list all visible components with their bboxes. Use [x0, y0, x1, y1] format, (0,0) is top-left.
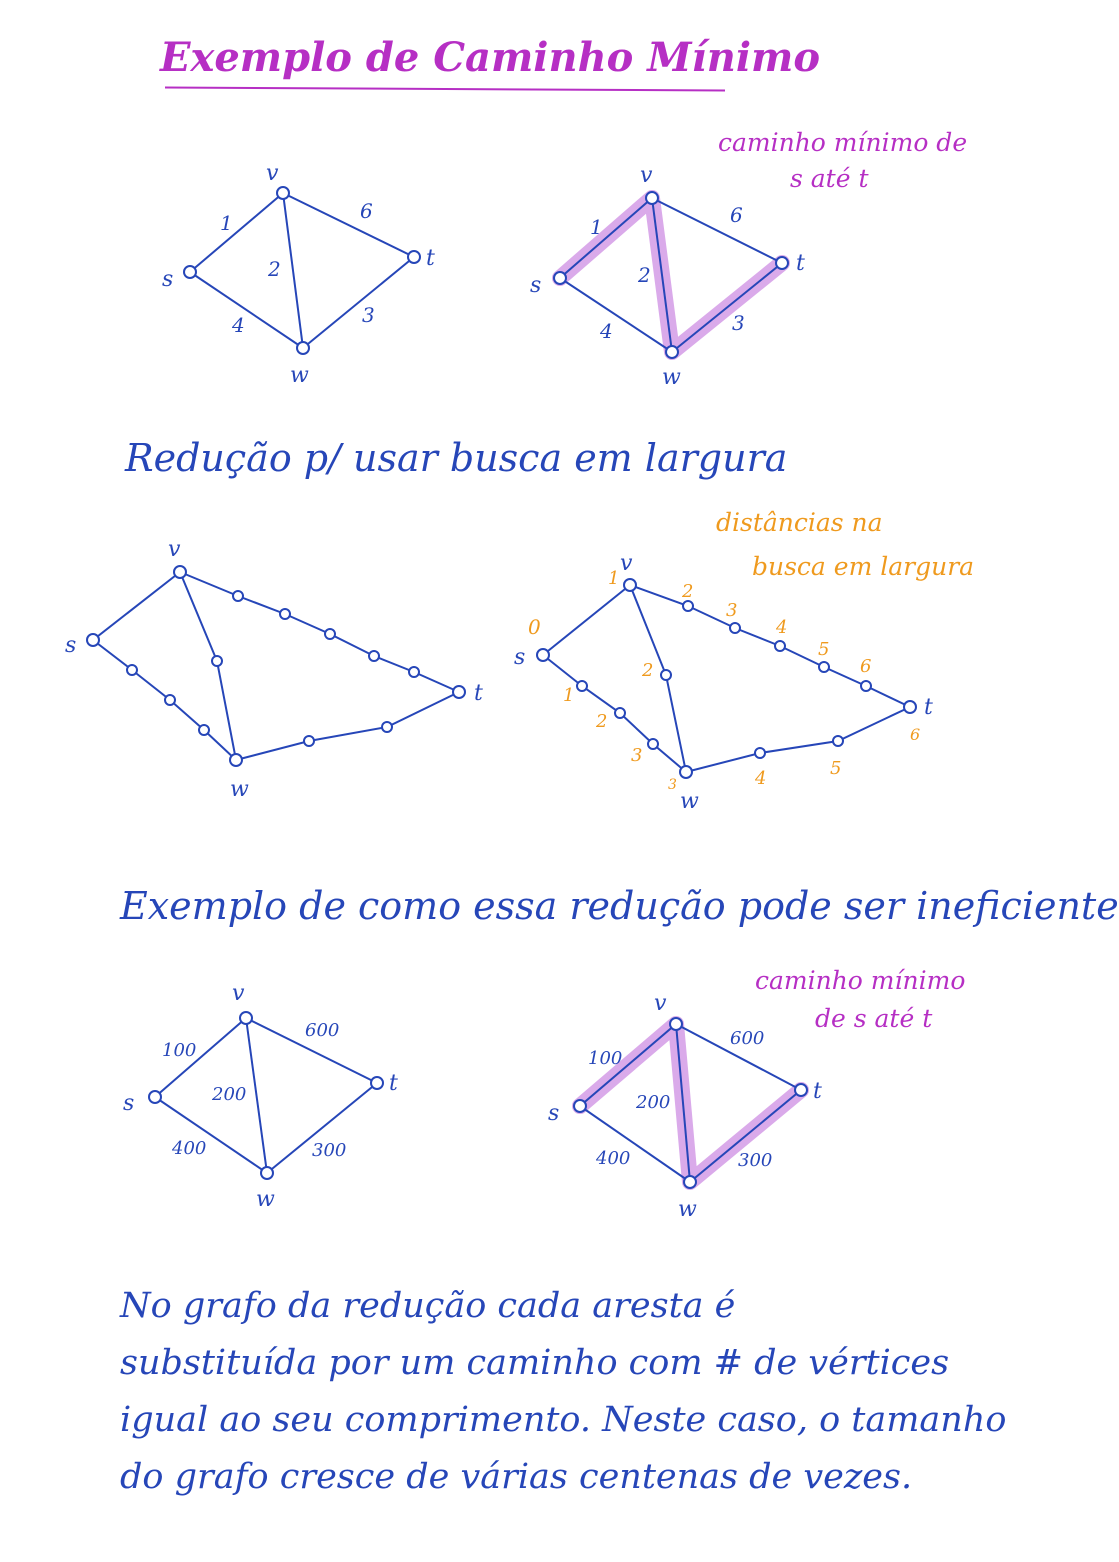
conclusion-line: do grafo cresce de várias centenas de vezes. — [120, 1457, 913, 1497]
weight-vw: 2 — [268, 257, 281, 281]
label-v: v — [620, 551, 633, 576]
annotation-bfs-line-2: busca em largura — [752, 552, 975, 581]
subdivision-vertex — [199, 725, 209, 735]
annotation-bfs-line-1: distâncias na — [716, 508, 883, 537]
bfs-distance: 2 — [682, 581, 694, 602]
edge-w-t — [303, 257, 414, 348]
vertex-v — [240, 1012, 252, 1024]
weight-vt: 600 — [730, 1028, 765, 1049]
label-s: s — [514, 645, 526, 670]
edge-s-w — [155, 1097, 267, 1173]
graph-subdivided — [55, 535, 505, 800]
weight-sw: 4 — [232, 313, 245, 337]
vertex-s — [554, 272, 566, 284]
subdivision-vertex — [233, 591, 243, 601]
bfs-distance: 2 — [642, 660, 654, 681]
subdivision-vertex — [212, 656, 222, 666]
subdivision-vertex — [165, 695, 175, 705]
vertex-s — [149, 1091, 161, 1103]
subdivision-vertex — [577, 681, 587, 691]
bfs-distance: 5 — [818, 639, 830, 660]
graph-weighted-small — [150, 160, 450, 390]
subdivision-vertex — [730, 623, 740, 633]
label-v: v — [640, 163, 653, 188]
edge-v-t — [283, 193, 414, 257]
weight-vt: 600 — [305, 1020, 340, 1041]
weight-wt: 3 — [362, 303, 375, 327]
subdivision-vertex — [409, 667, 419, 677]
weight-sv: 100 — [162, 1040, 197, 1061]
label-s: s — [548, 1101, 560, 1126]
label-t: t — [389, 1071, 398, 1096]
edge-w-t — [686, 707, 910, 772]
vertex-t — [795, 1084, 807, 1096]
conclusion-line: No grafo da redução cada aresta é — [120, 1286, 736, 1326]
title-underline — [165, 87, 725, 92]
label-w: w — [678, 1197, 697, 1222]
vertex-w — [261, 1167, 273, 1179]
subdivision-vertex — [683, 601, 693, 611]
edge-v-w — [283, 193, 303, 348]
vertex-t — [904, 701, 916, 713]
bfs-distance: 2 — [596, 711, 608, 732]
reduction-heading: Redução p/ usar busca em largura — [125, 436, 788, 480]
subdivision-vertex — [648, 739, 658, 749]
weight-vt: 6 — [730, 203, 743, 227]
weight-vt: 6 — [360, 199, 373, 223]
annotation-shortest-path-2-line-2: de s até t — [815, 1004, 933, 1033]
vertex-v — [670, 1018, 682, 1030]
label-w: w — [662, 365, 681, 390]
bfs-distance: 3 — [668, 777, 677, 793]
vertex-v — [277, 187, 289, 199]
label-s: s — [530, 273, 542, 298]
bfs-distance: 3 — [726, 600, 738, 621]
vertex-w — [297, 342, 309, 354]
vertex-s — [537, 649, 549, 661]
bfs-distance: 1 — [563, 685, 575, 706]
vertex-t — [776, 257, 788, 269]
vertex-t — [371, 1077, 383, 1089]
inefficient-heading: Exemplo de como essa redução pode ser ineficiente — [120, 884, 1119, 928]
subdivision-vertex — [833, 736, 843, 746]
vertex-s — [87, 634, 99, 646]
bfs-distance: 6 — [860, 656, 872, 677]
weight-sv: 100 — [588, 1048, 623, 1069]
label-v: v — [654, 991, 667, 1016]
subdivision-vertex — [775, 641, 785, 651]
label-t: t — [426, 246, 435, 271]
subdivision-vertex — [280, 609, 290, 619]
subdivision-vertex — [369, 651, 379, 661]
label-w: w — [230, 777, 249, 802]
label-s: s — [162, 267, 174, 292]
edge-v-t — [652, 198, 782, 263]
bfs-distance: 0 — [528, 615, 541, 639]
vertex-v — [646, 192, 658, 204]
weight-sw: 4 — [600, 319, 613, 343]
bfs-distance: 4 — [755, 768, 767, 789]
label-t: t — [813, 1079, 822, 1104]
edge-s-w — [560, 278, 672, 352]
label-s: s — [123, 1091, 135, 1116]
vertex-w — [666, 346, 678, 358]
vertex-t — [453, 686, 465, 698]
edge-w-t — [672, 263, 782, 352]
vertex-v — [624, 579, 636, 591]
page-title: Exemplo de Caminho Mínimo — [160, 34, 821, 81]
subdivision-vertex — [615, 708, 625, 718]
conclusion-line: substituída por um caminho com # de vértices — [120, 1343, 950, 1383]
subdivision-vertex — [325, 629, 335, 639]
subdivision-vertex — [127, 665, 137, 675]
subdivision-vertex — [382, 722, 392, 732]
weight-wt: 300 — [312, 1140, 347, 1161]
vertex-v — [174, 566, 186, 578]
weight-wt: 300 — [738, 1150, 773, 1171]
annotation-shortest-path-2-line-1: caminho mínimo — [755, 966, 966, 995]
graph-weighted-small-shortest-path — [520, 160, 830, 390]
vertex-w — [684, 1176, 696, 1188]
weight-sv: 1 — [590, 215, 603, 239]
bfs-distance: 4 — [776, 617, 788, 638]
subdivision-vertex — [661, 670, 671, 680]
label-w: w — [680, 789, 699, 814]
edge-s-v — [93, 572, 180, 640]
edge-s-w — [190, 272, 303, 348]
vertex-s — [574, 1100, 586, 1112]
vertex-w — [230, 754, 242, 766]
annotation-shortest-path-line-2: s até t — [790, 164, 869, 193]
graph-subdivided-bfs — [510, 545, 955, 815]
edge-s-w — [580, 1106, 690, 1182]
graph-weighted-large — [115, 980, 425, 1210]
vertex-t — [408, 251, 420, 263]
annotation-shortest-path-line-1: caminho mínimo de — [718, 128, 968, 157]
weight-sv: 1 — [220, 211, 233, 235]
weight-vw: 200 — [212, 1084, 247, 1105]
label-t: t — [474, 681, 483, 706]
weight-sw: 400 — [172, 1138, 207, 1159]
bfs-distance: 6 — [910, 725, 921, 744]
label-t: t — [796, 251, 805, 276]
weight-vw: 200 — [636, 1092, 671, 1113]
edge-w-t — [236, 692, 459, 760]
subdivision-vertex — [755, 748, 765, 758]
conclusion-paragraph — [120, 1278, 1006, 1506]
vertex-s — [184, 266, 196, 278]
bfs-distance: 5 — [830, 758, 842, 779]
weight-sw: 400 — [596, 1148, 631, 1169]
vertex-w — [680, 766, 692, 778]
label-w: w — [290, 363, 309, 388]
label-s: s — [65, 633, 77, 658]
graph-weighted-large-shortest-path — [540, 990, 840, 1220]
label-v: v — [232, 981, 245, 1006]
weight-vw: 2 — [638, 263, 651, 287]
subdivision-vertex — [819, 662, 829, 672]
weight-wt: 3 — [732, 311, 745, 335]
edge-v-w — [246, 1018, 267, 1173]
conclusion-line: igual ao seu comprimento. Neste caso, o tamanho — [120, 1400, 1007, 1440]
label-w: w — [256, 1187, 275, 1212]
bfs-distance: 3 — [631, 745, 643, 766]
label-t: t — [924, 695, 933, 720]
subdivision-vertex — [861, 681, 871, 691]
edge-s-v — [543, 585, 630, 655]
label-v: v — [266, 161, 279, 186]
subdivision-vertex — [304, 736, 314, 746]
label-v: v — [168, 537, 181, 562]
bfs-distance: 1 — [608, 568, 620, 589]
